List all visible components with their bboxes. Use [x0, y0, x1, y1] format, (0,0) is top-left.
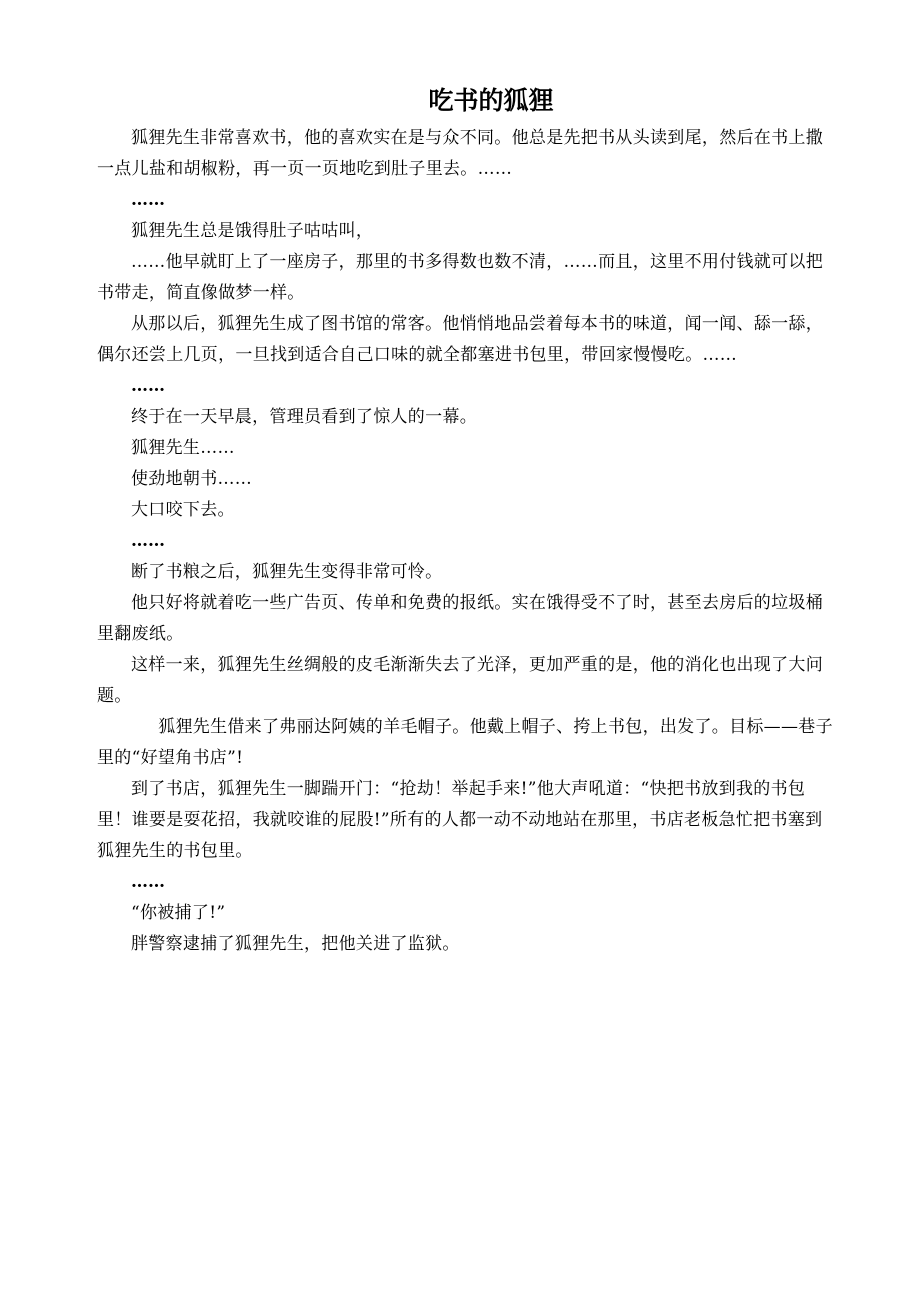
paragraph: 狐狸先生借来了弗丽达阿姨的羊毛帽子。他戴上帽子、挎上书包，出发了。目标——巷子里的“好望角书店”!: [97, 717, 833, 768]
paragraph: 断了书粮之后，狐狸先生变得非常可怜。: [131, 562, 443, 582]
paragraph: 大口咬下去。: [131, 500, 235, 520]
paragraph: 终于在一天早晨，管理员看到了惊人的一幕。: [131, 407, 477, 427]
paragraph: 狐狸先生……: [131, 438, 235, 458]
paragraph: 狐狸先生非常喜欢书，他的喜欢实在是与众不同。他总是先把书从头读到尾，然后在书上撒一点儿盐和胡椒粉，再一页一页地吃到肚子里去。……: [97, 128, 823, 179]
paragraph-ellipsis: ……: [131, 531, 165, 551]
paragraph: ……他早就盯上了一座房子，那里的书多得数也数不清，……而且，这里不用付钱就可以把书带走，简直像做梦一样。: [97, 252, 823, 303]
paragraph: 狐狸先生总是饿得肚子咕咕叫，: [131, 221, 374, 241]
paragraph: 胖警察逮捕了狐狸先生，把他关进了监狱。: [131, 934, 460, 954]
paragraph-ellipsis: ……: [131, 190, 165, 210]
paragraph: 这样一来，狐狸先生丝绸般的皮毛渐渐失去了光泽，更加严重的是，他的消化也出现了大问题。: [97, 655, 823, 706]
paragraph-ellipsis: ……: [131, 872, 165, 892]
paragraph: 他只好将就着吃一些广告页、传单和免费的报纸。实在饿得受不了时，甚至去房后的垃圾桶里翻废纸。: [97, 593, 823, 644]
paragraph: “你被捕了!”: [131, 903, 226, 923]
paragraph-ellipsis: ……: [131, 376, 165, 396]
paragraph: 到了书店，狐狸先生一脚踹开门：“抢劫！举起手来!”他大声吼道：“快把书放到我的书包里！谁要是耍花招，我就咬谁的屁股!”所有的人都一动不动地站在那里，书店老板急忙把书塞到狐狸先生的书包里。: [97, 779, 823, 861]
paragraph: 从那以后，狐狸先生成了图书馆的常客。他悄悄地品尝着每本书的味道，闻一闻、舔一舔，偶尔还尝上几页，一旦找到适合自己口味的就全都塞进书包里，带回家慢慢吃。……: [97, 314, 823, 365]
story-body: [97, 123, 835, 960]
paragraph: 使劲地朝书……: [131, 469, 253, 489]
document-title: 吃书的狐狸: [428, 86, 554, 115]
